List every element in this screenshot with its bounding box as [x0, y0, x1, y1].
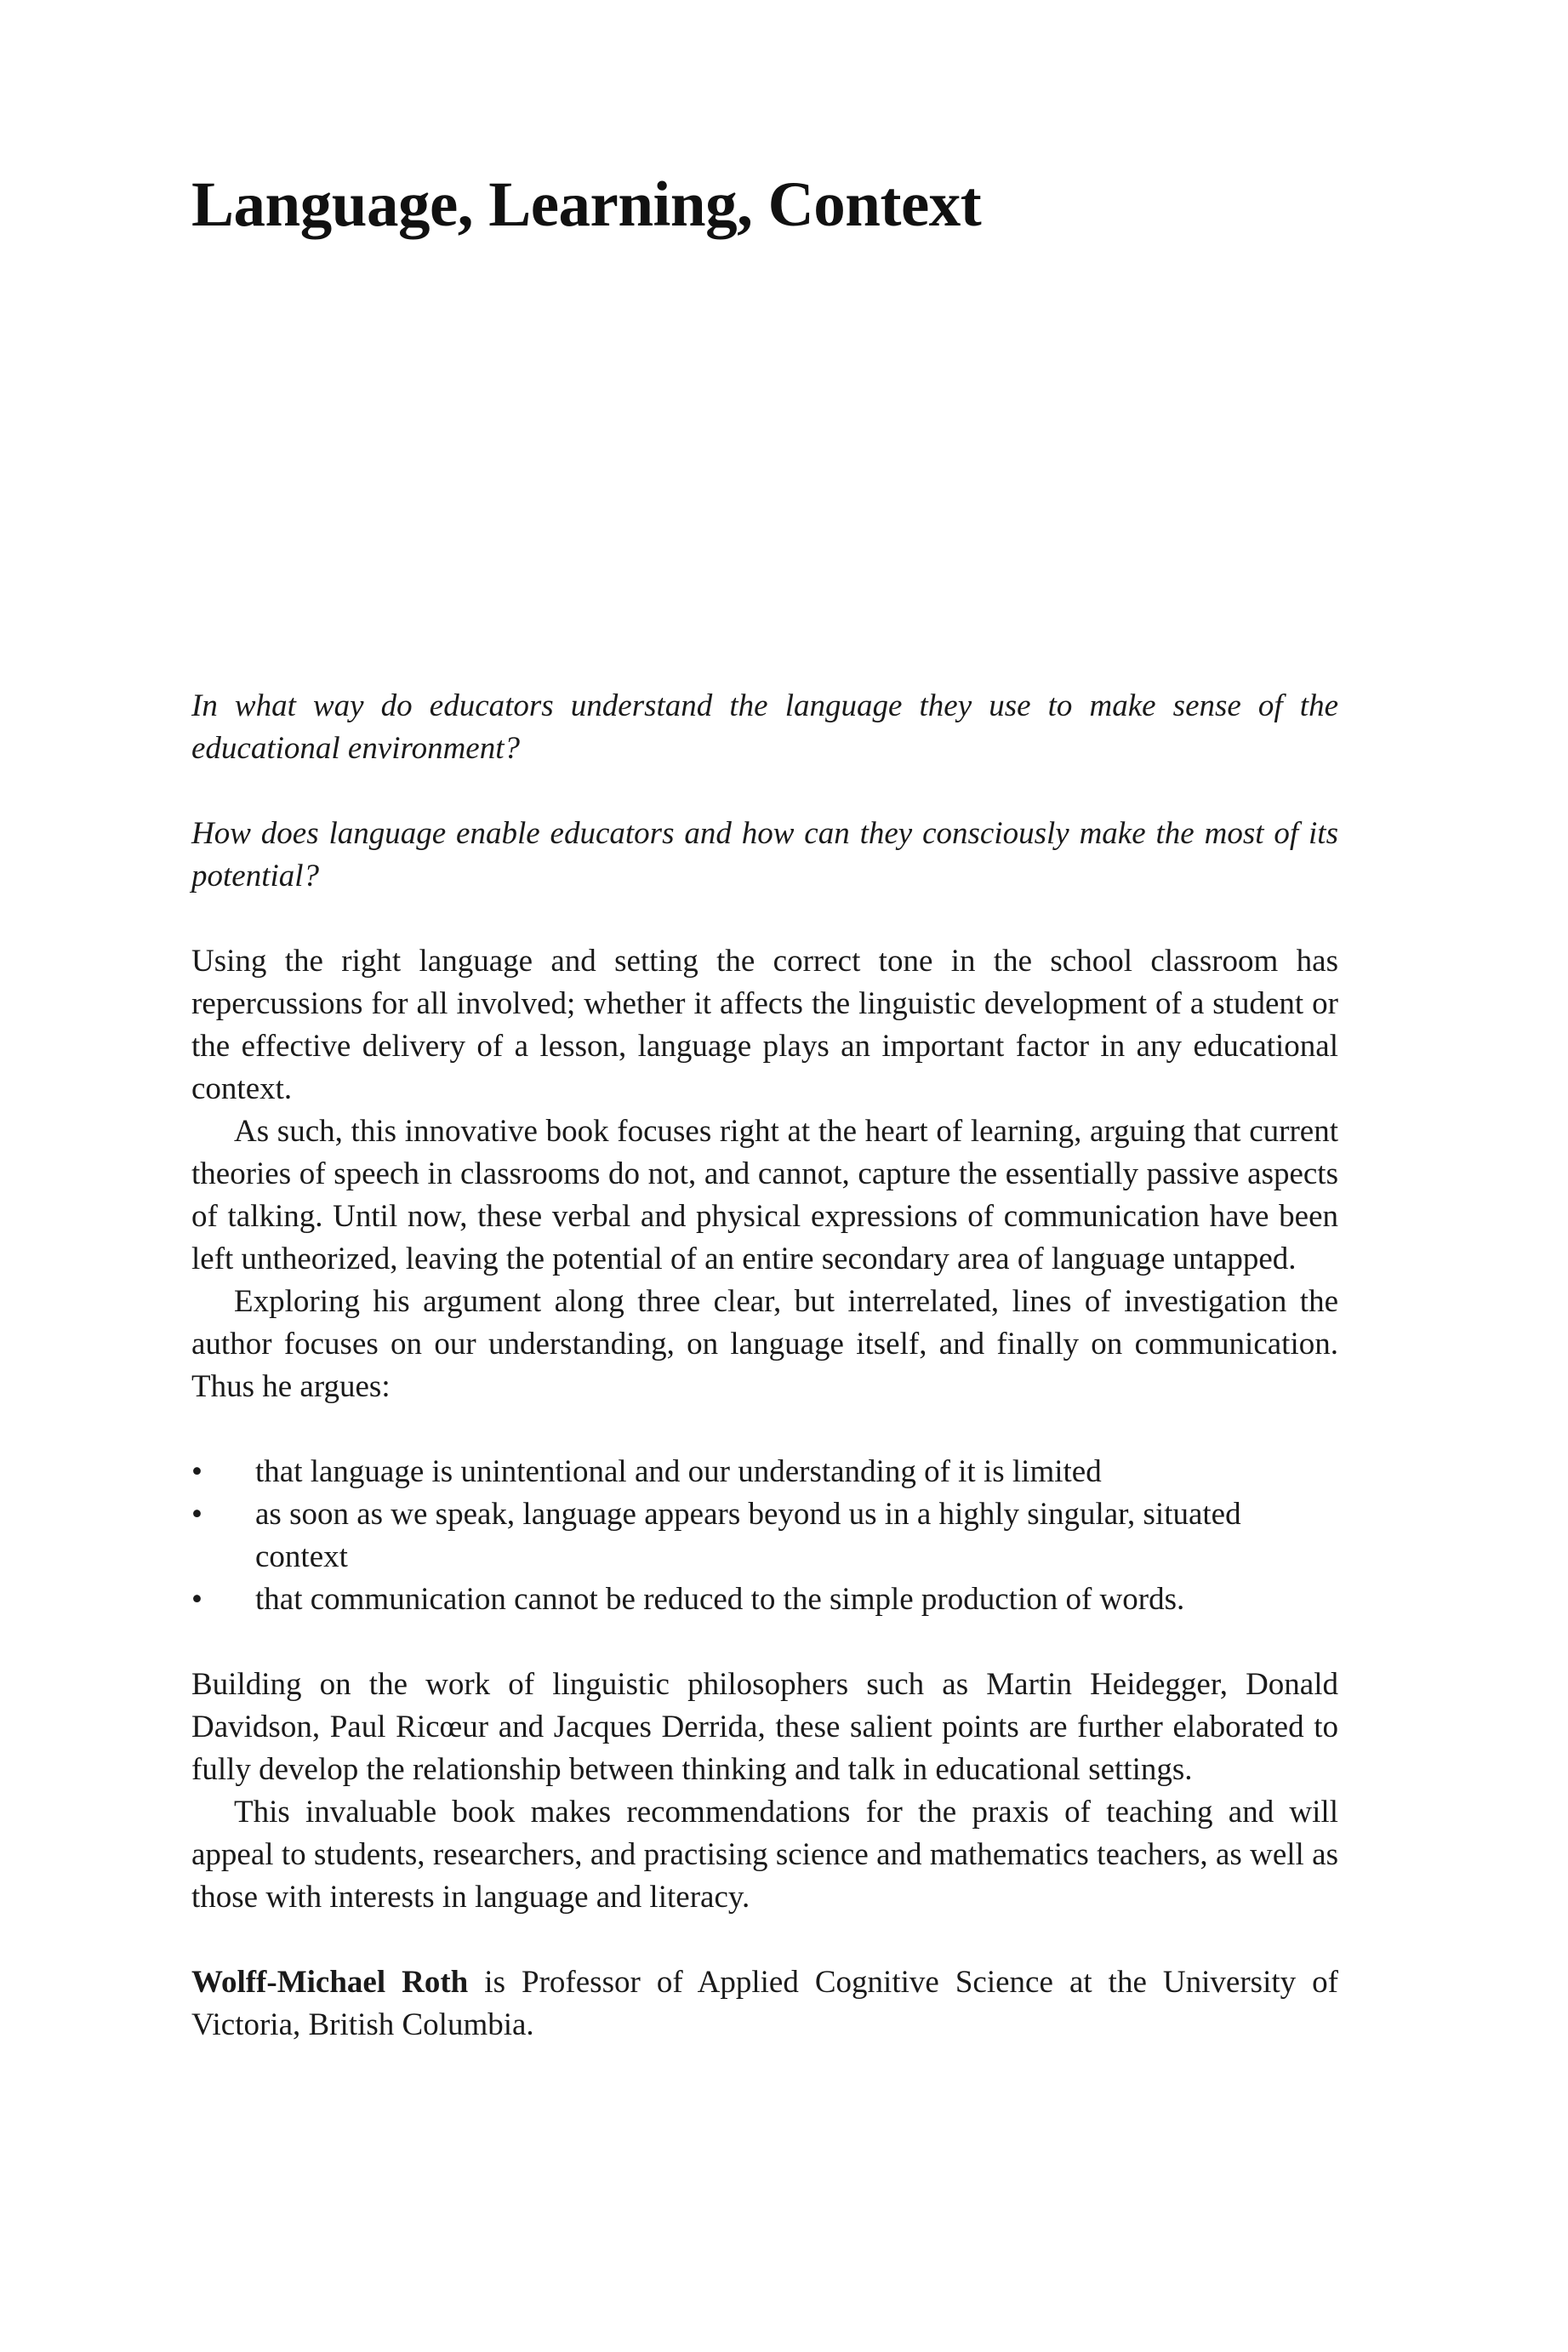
bullet-text: as soon as we speak, language appears beyond us in a highly singular, situated context — [255, 1497, 1241, 1574]
argument-bullet-list — [191, 1451, 1338, 1621]
paragraph-recommendations: This invaluable book makes recommendations for the praxis of teaching and will appeal to students, researchers, and practising science and mathematics teachers, as well as those with interests in language and literacy. — [191, 1795, 1338, 1915]
book-back-cover-page — [191, 0, 1338, 2352]
paragraph-argument: Exploring his argument along three clear, but interrelated, lines of investigation the author focuses on our understanding, on language itself, and finally on communication. Thus he argues: — [191, 1284, 1338, 1404]
bullet-item — [191, 1493, 1338, 1578]
question-2: How does language enable educators and how can they consciously make the most of its potential? — [191, 816, 1338, 893]
book-title: Language, Learning, Context — [191, 169, 982, 240]
bullet-item — [191, 1578, 1338, 1621]
paragraph-philosophers: Building on the work of linguistic philosophers such as Martin Heidegger, Donald Davidson, Paul Ricœur and Jacques Derrida, these salient points are further elaborated to fully develop the relationship between thinking and talk in educational settings. — [191, 1667, 1338, 1787]
bullet-icon: • — [191, 1497, 202, 1532]
author-bio-text: is Professor of Applied Cognitive Science at the University of Victoria, British Columbia. — [191, 1965, 1338, 2042]
paragraph-intro: Using the right language and setting the correct tone in the school classroom has repercussions for all involved; whether it affects the linguistic development of a student or the effective delivery of a lesson, language plays an important factor in any educational context. — [191, 944, 1338, 1106]
author-bio — [191, 1961, 1338, 2047]
bullet-icon: • — [191, 1454, 202, 1489]
bullet-text: that communication cannot be reduced to the simple production of words. — [255, 1582, 1185, 1617]
question-1: In what way do educators understand the language they use to make sense of the educational environment? — [191, 688, 1338, 766]
paragraph-focus: As such, this innovative book focuses right at the heart of learning, arguing that current theories of speech in classrooms do not, and cannot, capture the essentially passive aspects of talking. Until now, these verbal and physical expressions of communication have been left untheorized, leaving the potential of an entire secondary area of language untapped. — [191, 1114, 1338, 1276]
bullet-item — [191, 1451, 1338, 1493]
author-name: Wolff-Michael Roth — [191, 1965, 469, 2000]
blurb-content — [191, 685, 1338, 2047]
bullet-icon: • — [191, 1582, 202, 1617]
bullet-text: that language is unintentional and our understanding of it is limited — [255, 1454, 1102, 1489]
